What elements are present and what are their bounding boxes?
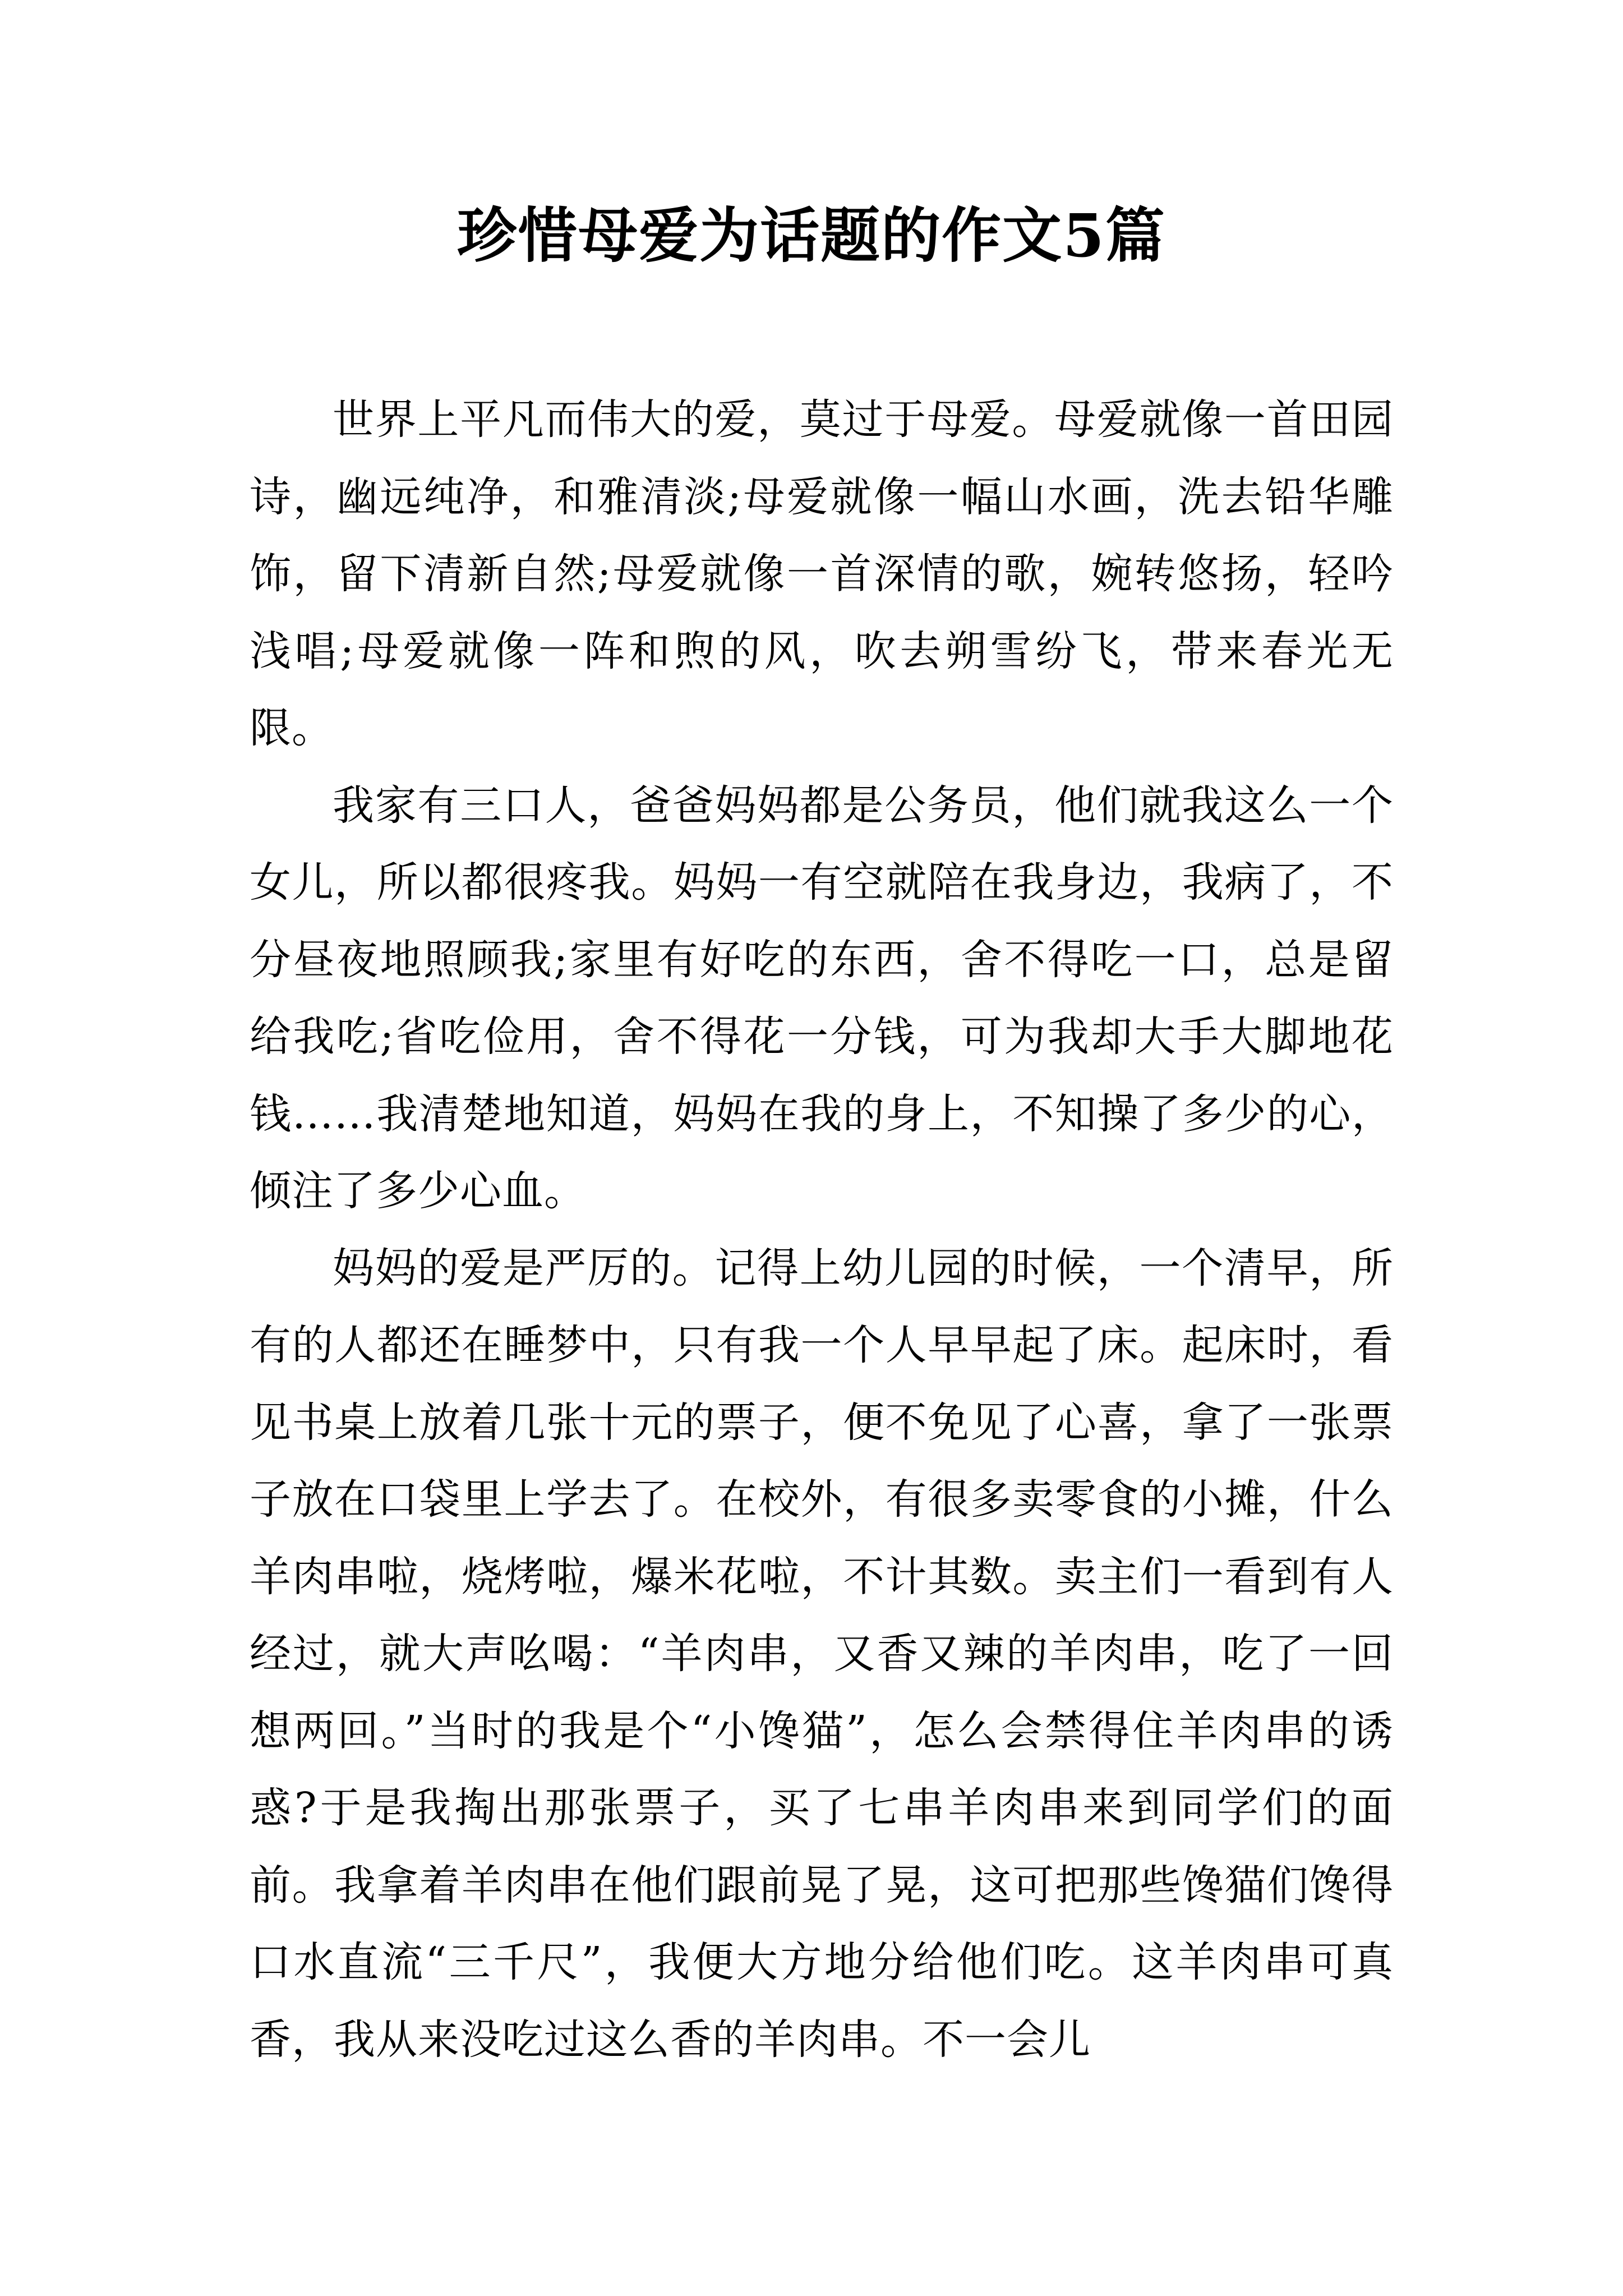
document-body [250, 381, 1394, 2078]
paragraph-3: 妈妈的爱是严厉的。记得上幼儿园的时候，一个清早，所有的人都还在睡梦中，只有我一个人早早起了床。起床时，看见书桌上放着几张十元的票子，便不免见了心喜，拿了一张票子放在口袋里上学去了。在校外，有很多卖零食的小摊，什么羊肉串啦，烧烤啦，爆米花啦，不计其数。卖主们一看到有人经过，就大声吆喝：“羊肉串，又香又辣的羊肉串，吃了一回想两回。”当时的我是个“小馋猫”，怎么会禁得住羊肉串的诱惑?于是我掏出那张票子，买了七串羊肉串来到同学们的面前。我拿着羊肉串在他们跟前晃了晃，这可把那些馋猫们馋得口水直流“三千尺”，我便大方地分给他们吃。这羊肉串可真香，我从来没吃过这么香的羊肉串。不一会儿 [250, 1244, 1394, 2064]
paragraph-2: 我家有三口人，爸爸妈妈都是公务员，他们就我这么一个女儿，所以都很疼我。妈妈一有空就陪在我身边，我病了，不分昼夜地照顾我;家里有好吃的东西，舍不得吃一口，总是留给我吃;省吃俭用，舍不得花一分钱，可为我却大手大脚地花钱……我清楚地知道，妈妈在我的身上，不知操了多少的心，倾注了多少心血。 [250, 781, 1394, 1215]
paragraph-1: 世界上平凡而伟大的爱，莫过于母爱。母爱就像一首田园诗，幽远纯净，和雅清淡;母爱就像一幅山水画，洗去铅华雕饰，留下清新自然;母爱就像一首深情的歌，婉转悠扬，轻吟浅唱;母爱就像一阵和煦的风，吹去朔雪纷飞，带来春光无限。 [250, 395, 1394, 752]
document-title: 珍惜母爱为话题的作文5篇 [457, 200, 1166, 270]
